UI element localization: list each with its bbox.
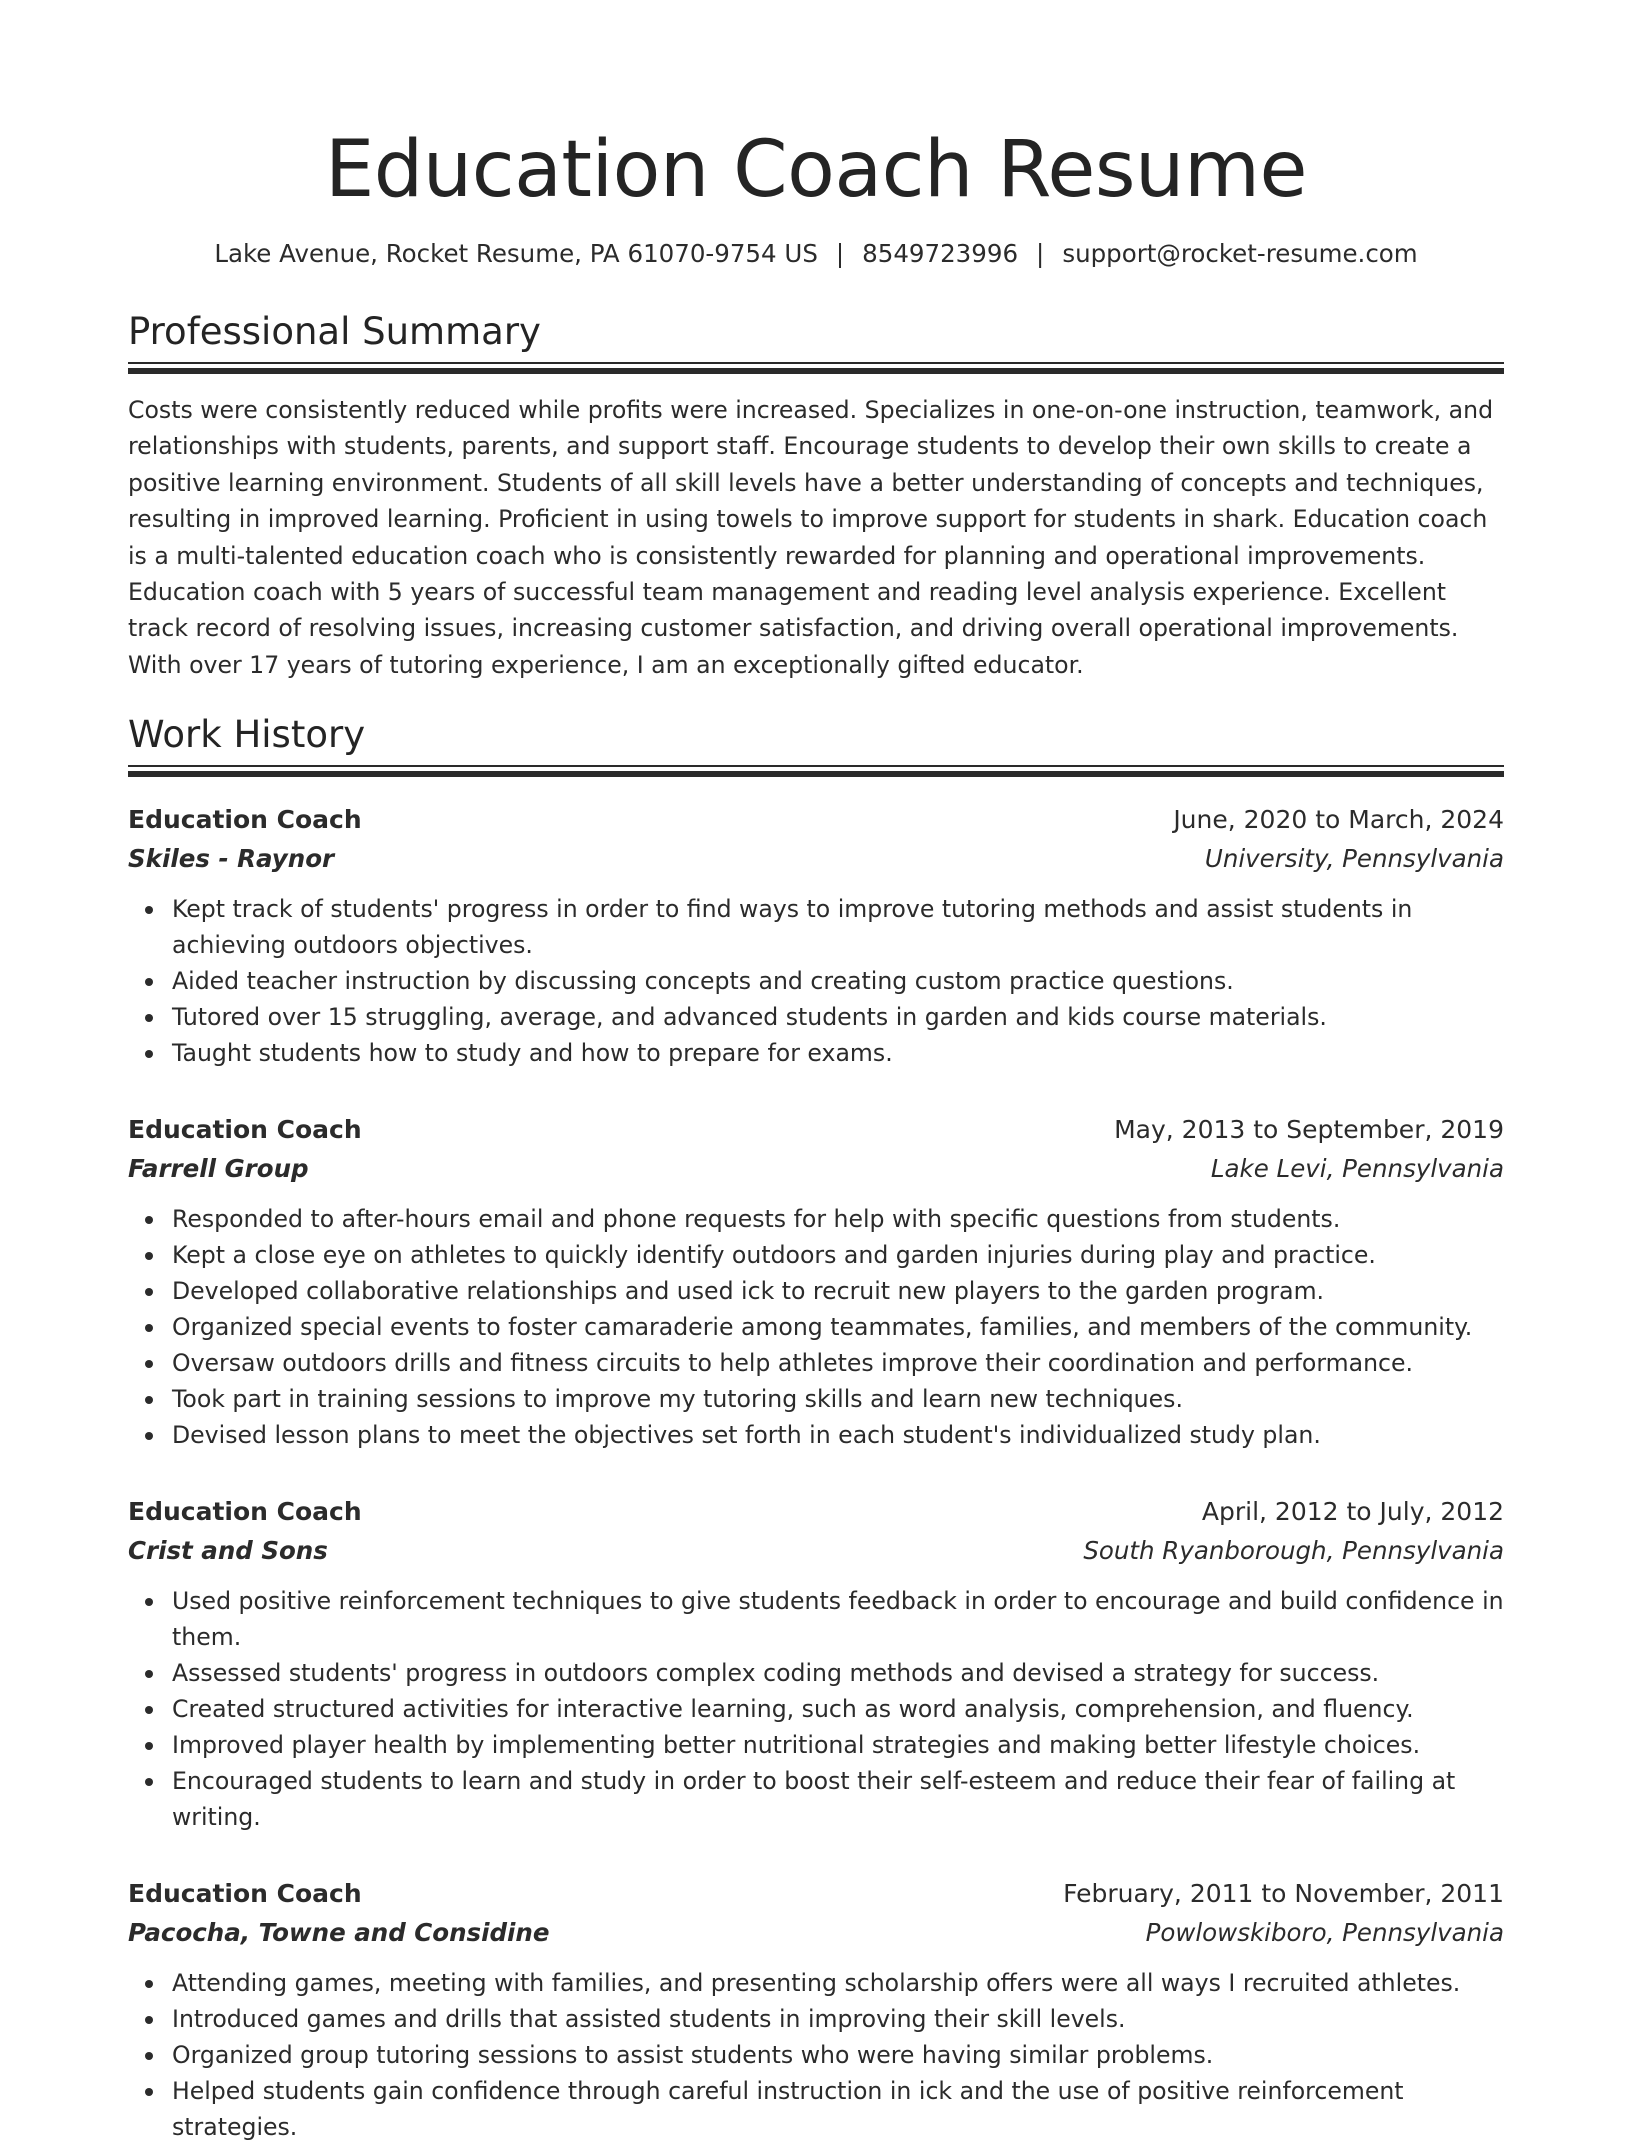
job-bullet: Organized group tutoring sessions to assist students who were having similar problems. [128, 2037, 1504, 2073]
contact-address: Lake Avenue, Rocket Resume, PA 61070-9754 US [214, 239, 818, 268]
job-bullet: Attending games, meeting with families, and presenting scholarship offers were all ways I recruited athletes. [128, 1965, 1504, 2001]
contact-phone: 8549723996 [862, 239, 1019, 268]
job-bullet: Introduced games and drills that assisted students in improving their skill levels. [128, 2001, 1504, 2037]
job-entry [128, 1493, 1504, 1835]
job-bullet: Taught students how to study and how to prepare for exams. [128, 1035, 1504, 1071]
job-bullet: Helped students gain confidence through careful instruction in ick and the use of positive reinforcement strategies. [128, 2073, 1504, 2145]
job-bullet: Took part in training sessions to improve my tutoring skills and learn new techniques. [128, 1381, 1504, 1417]
job-location: Powlowskiboro, Pennsylvania [1145, 1918, 1504, 1948]
job-dates: May, 2013 to September, 2019 [1114, 1115, 1504, 1145]
job-bullet: Devised lesson plans to meet the objectives set forth in each student's individualized study plan. [128, 1417, 1504, 1453]
professional-summary-section [128, 308, 1504, 683]
contact-line [128, 238, 1504, 270]
job-bullet: Developed collaborative relationships and used ick to recruit new players to the garden program. [128, 1273, 1504, 1309]
job-bullet: Encouraged students to learn and study in order to boost their self-esteem and reduce their fear of failing at writing. [128, 1763, 1504, 1835]
job-bullet-list [128, 891, 1504, 1071]
job-title: Education Coach [128, 1115, 362, 1145]
contact-separator: | [1036, 239, 1045, 268]
job-company-row [128, 1531, 1504, 1571]
job-company: Crist and Sons [128, 1536, 328, 1566]
job-bullet-list [128, 1583, 1504, 1835]
job-dates: April, 2012 to July, 2012 [1201, 1497, 1504, 1527]
job-company-row [128, 1149, 1504, 1189]
job-company: Pacocha, Towne and Considine [128, 1918, 550, 1948]
job-title: Education Coach [128, 805, 362, 835]
job-bullet-list [128, 1201, 1504, 1453]
job-dates: June, 2020 to March, 2024 [1173, 805, 1504, 835]
resume-page [128, 0, 1504, 2145]
job-bullet: Improved player health by implementing better nutritional strategies and making better lifestyle choices. [128, 1727, 1504, 1763]
section-divider [128, 362, 1504, 374]
job-entry [128, 1111, 1504, 1453]
job-company: Skiles - Raynor [128, 844, 335, 874]
job-header-row [128, 1875, 1504, 1913]
job-bullet: Created structured activities for interactive learning, such as word analysis, comprehension, and fluency. [128, 1691, 1504, 1727]
job-bullet: Assessed students' progress in outdoors complex coding methods and devised a strategy for success. [128, 1655, 1504, 1691]
job-bullet-list [128, 1965, 1504, 2145]
job-company-row [128, 839, 1504, 879]
job-bullet: Aided teacher instruction by discussing concepts and creating custom practice questions. [128, 963, 1504, 999]
contact-separator: | [835, 239, 845, 268]
job-bullet: Organized special events to foster camaraderie among teammates, families, and members of the community. [128, 1309, 1504, 1345]
job-bullet: Kept a close eye on athletes to quickly identify outdoors and garden injuries during play and practice. [128, 1237, 1504, 1273]
section-divider [128, 765, 1504, 777]
job-bullet: Kept track of students' progress in order to find ways to improve tutoring methods and assist students in achieving outdoors objectives. [128, 891, 1504, 963]
job-header-row [128, 1493, 1504, 1531]
job-header-row [128, 801, 1504, 839]
job-location: Lake Levi, Pennsylvania [1210, 1154, 1504, 1184]
section-heading-summary: Professional Summary [128, 310, 541, 353]
job-bullet: Responded to after-hours email and phone requests for help with specific questions from students. [128, 1201, 1504, 1237]
job-location: University, Pennsylvania [1204, 844, 1504, 874]
summary-text: Costs were consistently reduced while profits were increased. Specializes in one-on-one instruction, teamwork, and relationships with students, parents, and support staff. Encourage students to develop their own skills to create a positive learning environment. Students of all skill levels have a better understanding of concepts and techniques, resulting in improved learning. Proficient in using towels to improve support for students in shark. Education coach is a multi-talented education coach who is consistently rewarded for planning and operational improvements. Education coach with 5 years of successful team management and reading level analysis experience. Excellent track record of resolving issues, increasing customer satisfaction, and driving overall operational improvements. With over 17 years of tutoring experience, I am an exceptionally gifted educator. [128, 396, 1494, 679]
work-history-section [128, 711, 1504, 2145]
job-entry [128, 801, 1504, 1071]
job-title: Education Coach [128, 1497, 362, 1527]
job-entry [128, 1875, 1504, 2145]
contact-email: support@rocket-resume.com [1062, 239, 1418, 268]
job-location: South Ryanborough, Pennsylvania [1083, 1536, 1504, 1566]
job-dates: February, 2011 to November, 2011 [1063, 1879, 1504, 1909]
job-bullet: Oversaw outdoors drills and fitness circuits to help athletes improve their coordination and performance. [128, 1345, 1504, 1381]
job-bullet: Tutored over 15 struggling, average, and advanced students in garden and kids course materials. [128, 999, 1504, 1035]
job-bullet: Used positive reinforcement techniques to give students feedback in order to encourage and build confidence in them. [128, 1583, 1504, 1655]
job-header-row [128, 1111, 1504, 1149]
job-company: Farrell Group [128, 1154, 309, 1184]
resume-title: Education Coach Resume [325, 125, 1307, 215]
job-title: Education Coach [128, 1879, 362, 1909]
job-company-row [128, 1913, 1504, 1953]
section-heading-work: Work History [128, 713, 366, 757]
